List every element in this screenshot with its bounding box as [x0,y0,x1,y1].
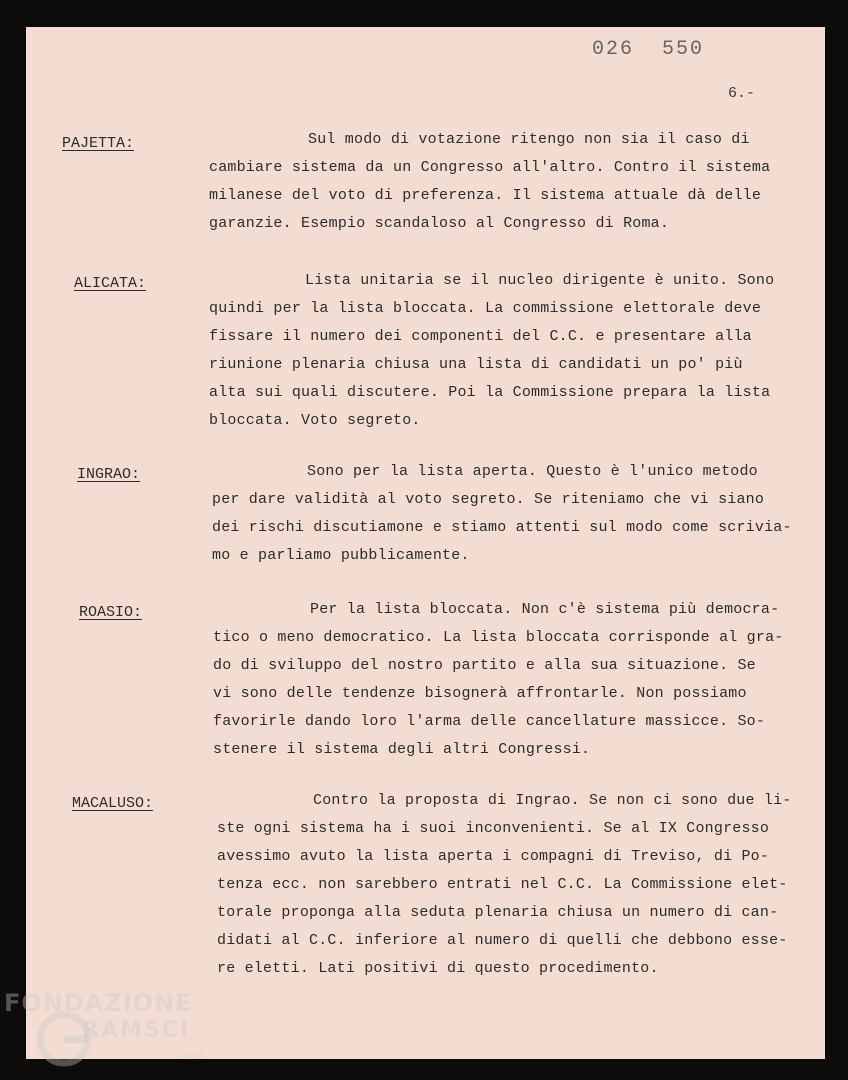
text-line: alta sui quali discutere. Poi la Commissione prepara la lista [209,384,771,401]
text-line: Per la lista bloccata. Non c'è sistema più democra- [310,601,780,618]
text-line: tenza ecc. non sarebbero entrati nel C.C. La Commissione elet- [217,876,788,893]
text-line: per dare validità al voto segreto. Se riteniamo che vi siano [212,491,765,508]
text-line: fissare il numero dei componenti del C.C. e presentare alla [209,328,752,345]
text-line: stenere il sistema degli altri Congressi. [213,741,591,758]
text-line: didati al C.C. inferiore al numero di quelli che debbono esse- [217,932,788,949]
text-line: favorirle dando loro l'arma delle cancellature massicce. So- [213,713,766,730]
watermark [4,985,224,1075]
text-line: cambiare sistema da un Congresso all'altro. Contro il sistema [209,159,771,176]
text-line: Sono per la lista aperta. Questo è l'unico metodo [307,463,758,480]
text-line: riunione plenaria chiusa una lista di candidati un po' più [209,356,743,373]
text-line: bloccata. Voto segreto. [209,412,421,429]
text-line: torale proponga alla seduta plenaria chiusa un numero di can- [217,904,779,921]
speaker-label: ALICATA: [74,275,147,292]
page-number: 6.- [728,85,756,102]
speaker-label: INGRAO: [77,466,141,483]
speaker-label: PAJETTA: [62,135,135,152]
text-line: tico o meno democratico. La lista bloccata corrisponde al gra- [213,629,784,646]
text-line: vi sono delle tendenze bisognerà affrontarle. Non possiamo [213,685,747,702]
text-line: Lista unitaria se il nucleo dirigente è unito. Sono [305,272,775,289]
text-line: do di sviluppo del nostro partito e alla sua situazione. Se [213,657,756,674]
text-line: Sul modo di votazione ritengo non sia il caso di [308,131,750,148]
watermark-line2: RAMSCI [82,1018,191,1043]
text-line: Contro la proposta di Ingrao. Se non ci sono due li- [313,792,792,809]
watermark-line3: onlus [178,1051,203,1061]
text-line: avessimo avuto la lista aperta i compagni di Treviso, di Po- [217,848,770,865]
text-line: re eletti. Lati positivi di questo procedimento. [217,960,659,977]
text-line: ste ogni sistema ha i suoi inconvenienti. Se al IX Congresso [217,820,770,837]
text-line: mo e parliamo pubblicamente. [212,547,470,564]
speaker-label: ROASIO: [79,604,143,621]
text-line: milanese del voto di preferenza. Il sistema attuale dà delle [209,187,762,204]
document-number: 026 550 [592,38,705,61]
text-line: garanzie. Esempio scandaloso al Congresso di Roma. [209,215,670,232]
watermark-line1: FONDAZIONE [4,989,193,1017]
text-line: quindi per la lista bloccata. La commissione elettorale deve [209,300,762,317]
text-line: dei rischi discutiamone e stiamo attenti sul modo come scrivia- [212,519,792,536]
speaker-label: MACALUSO: [72,795,154,812]
